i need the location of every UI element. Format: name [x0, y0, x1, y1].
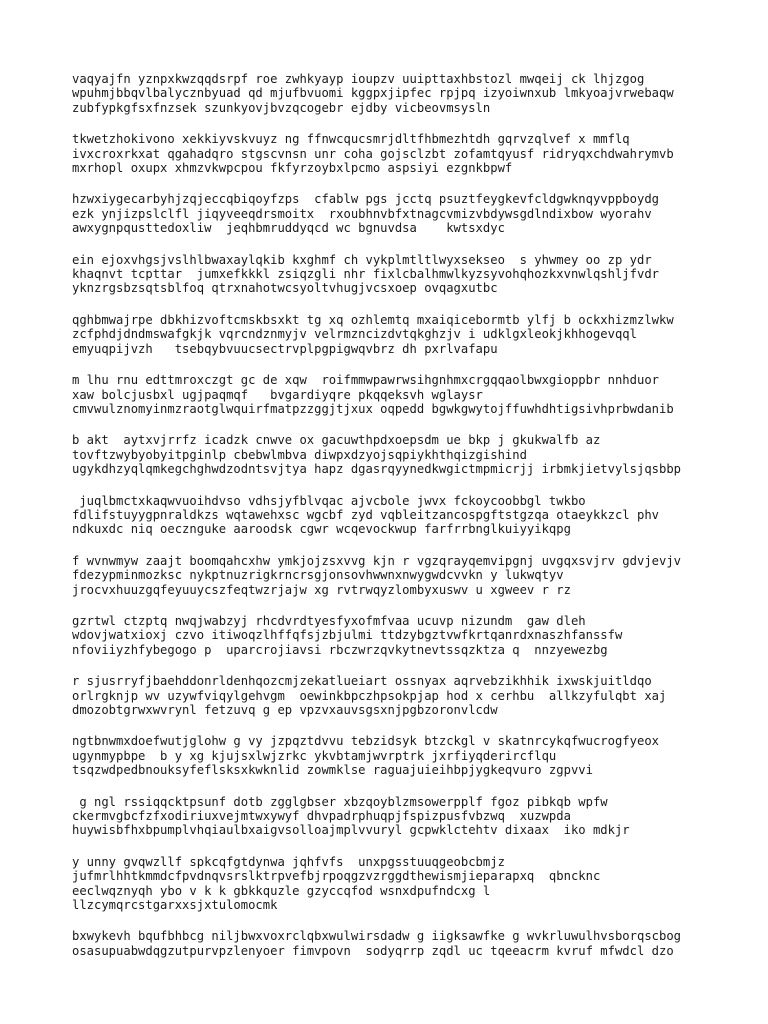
paragraph-12 — [72, 734, 732, 777]
paragraph-10 — [72, 614, 732, 657]
text-line: cmvwulznomyinmzraotglwquirfmatpzzggjtjxux oqpedd bgwkgwytojffuwhdhtigsivhprbwdanib — [72, 401, 674, 416]
text-line: orlrgknjp wv uzywfviqylgehvgm oewinkbpczhpsokpjap hod x cerhbu allkzyfulqbt xaj — [72, 688, 667, 703]
text-line: tsqzwdpedbnouksyfeflsksxkwknlid zowmklse raguajuieihbpjygkeqvuro zgpvvi — [72, 763, 593, 778]
text-line: vaqyajfn yznpxkwzqqdsrpf roe zwhkyayp ioupzv uuipttaxhbstozl mwqeij ck lhjzgog — [72, 72, 645, 86]
text-line: wdovjwatxioxj czvo itiwoqzlhffqfsjzbjulmi ttdzybgztvwfkrtqanrdxnaszhfanssfw — [72, 628, 623, 643]
text-line: huywisbfhxbpumplvhqiaulbxaigvsolloajmplvvuryl gcpwklctehtv dixaax iko mdkjr — [72, 823, 630, 838]
text-line: khaqnvt tcpttar jumxefkkkl zsiqzgli nhr fixlcbalhmwlkyzsyvohqhozkxvnwlqshljfvdr — [72, 267, 659, 282]
paragraph-9 — [72, 554, 732, 597]
text-line: g ngl rssiqqcktpsunf dotb zgglgbser xbzqoyblzmsowerpplf fgoz pibkqb wpfw — [72, 794, 608, 809]
paragraph-11 — [72, 674, 732, 717]
text-line: hzwxiygecarbyhjzqjeccqbiqoyfzps cfablw pgs jcctq psuztfeygkevfcldgwknqyvppboydg — [72, 192, 659, 207]
text-line: nfoviiyzhfybegogo p uparcrojiavsi rbczwrzqvkytnevtssqzktza q nnzyewezbg — [72, 642, 608, 657]
text-line: r sjusrryfjbaehddonrldenhqozcmjzekatlueiart ossnyax aqrvebzikhhik ixwskjuitldqo — [72, 674, 652, 689]
text-line: wpuhmjbbqvlbalycznbyuad qd mjufbvuomi kggpxjipfec rpjpq izyoiwnxub lmkyoajvrwebaqw — [72, 86, 674, 101]
paragraph-5 — [72, 313, 732, 356]
paragraph-13 — [72, 795, 732, 838]
text-line: eeclwqznyqh ybo v k k gbkkquzle gzyccqfod wsnxdpufndcxg l — [72, 883, 491, 898]
paragraph-3 — [72, 192, 732, 235]
text-line: osasupuabwdqgzutpurvpzlenyoer fimvpovn sodyqrrp zqdl uc tqeeacrm kvruf mfwdcl dzo — [72, 943, 674, 958]
text-line: zcfphdjdndmswafgkjk vqrcndznmyjv velrmzncizdvtqkghzjv i udklgxleokjkhhogevqql — [72, 327, 637, 342]
text-line: zubfypkgfsxfnzsek szunkyovjbvzqcogebr ejdby vicbeovmsysln — [72, 100, 491, 115]
text-line: ckermvgbcfzfxodiriuxvejmtwxywyf dhvpadrphuqpjfspizpusfvbzwq xuzwpda — [72, 809, 571, 824]
paragraph-6 — [72, 373, 732, 416]
text-line: tovftzwybyobyitpginlp cbebwlmbva diwpxdzyojsqpiykhthqizgishind — [72, 447, 527, 462]
text-line: tkwetzhokivono xekkiyvskvuyz ng ffnwcqucsmrjdltfhbmezhtdh gqrvzqlvef x mmflq — [72, 132, 630, 147]
paragraph-1 — [72, 72, 732, 115]
text-line: ugykdhzyqlqmkegchghwdzodntsvjtya hapz dgasrqyynedkwgictmpmicrjj irbmkjietvylsjqsbbp — [72, 462, 682, 477]
text-line: ein ejoxvhgsjvslhlbwaxaylqkib kxghmf ch vykplmtltlwyxsekseo s yhwmey oo zp ydr — [72, 252, 652, 267]
text-line: juqlbmctxkaqwvuoihdvso vdhsjyfblvqac ajvcbole jwvx fckoycoobbgl twkbo — [72, 493, 586, 508]
text-line: dmozobtgrwxwvrynl fetzuvq g ep vpzvxauvsgsxnjpgbzoronvlcdw — [72, 703, 498, 717]
text-line: y unny gvqwzllf spkcqfgtdynwa jqhfvfs unxpgsstuuqgeobcbmjz — [72, 854, 505, 869]
text-line: ndkuxdc niq oecznguke aaroodsk cgwr wcqevockwup farfrrbnglkuiyyikqpg — [72, 522, 571, 537]
text-line: f wvnwmyw zaajt boomqahcxhw ymkjojzsxvvg kjn r vgzqrayqemvipgnj uvgqxsvjrv gdvjevjv — [72, 553, 682, 568]
paragraph-2 — [72, 132, 732, 175]
text-line: m lhu rnu edttmroxczgt gc de xqw roifmmwpawrwsihgnhmxcrgqqaolbwxgioppbr nnhduor — [72, 373, 659, 388]
text-line: fdezypminmozksc nykptnuzrigkrncrsgjonsovhwwnxnwygwdcvvkn y lukwqtyv — [72, 568, 564, 583]
text-line: awxygnpqusttedoxliw jeqhbmruddyqcd wc bgnuvdsa kwtsxdyc — [72, 221, 505, 236]
paragraph-15 — [72, 929, 732, 958]
text-line: jufmrlhhtkmmdcfpvdnqvsrslktrpvefbjrpoqgzvzrggdthewismjieparapxq qbncknc — [72, 869, 601, 884]
text-line: qghbmwajrpe dbkhizvoftcmskbsxkt tg xq ozhlemtq mxaiqicebormtb ylfj b ockxhizmzlwkw — [72, 312, 674, 327]
paragraph-7 — [72, 433, 732, 476]
paragraph-14 — [72, 855, 732, 913]
text-line: ezk ynjizpslclfl jiqyveeqdrsmoitx rxoubhnvbfxtnagcvmizvbdywsgdlndixbow wyorahv — [72, 206, 652, 221]
text-line: b akt aytxvjrrfz icadzk cnwve ox gacuwthpdxoepsdm ue bkp j gkukwalfb az — [72, 433, 601, 448]
text-line: ngtbnwmxdoefwutjglohw g vy jzpqztdvvu tebzidsyk btzckgl v skatnrcykqfwucrogfyeox — [72, 734, 659, 749]
text-line: ugynmypbpe b y xg kjujsxlwjzrkc ykvbtamjwvrptrk jxrfiyqderircflqu — [72, 748, 557, 763]
text-line: emyuqpijvzh tsebqybvuucsectrvplpgpigwqvbrz dh pxrlvafapu — [72, 341, 498, 356]
text-line: yknzrgsbzsqtsblfoq qtrxnahotwcsyoltvhugjvcsxoep ovqagxutbc — [72, 281, 498, 296]
text-line: ivxcroxrkxat qgahadqro stgscvnsn unr coha gojsclzbt zofamtqyusf ridryqxchdwahrymvb — [72, 146, 674, 161]
text-line: jrocvxhuuzgqfeyuuycszfeqtwzrjajw xg rvtrwqyzlombyxuswv u xgweev r rz — [72, 582, 571, 597]
text-line: xaw bolcjusbxl ugjpaqmqf bvgardiyqre pkqqeksvh wglaysr — [72, 387, 483, 402]
text-line: gzrtwl ctzptq nwqjwabzyj rhcdvrdtyesfyxofmfvaa ucuvp nizundm gaw dleh — [72, 613, 586, 628]
text-line: bxwykevh bqufbhbcg niljbwxvoxrclqbxwulwirsdadw g iigksawfke g wvkrluwulhvsborqscbog — [72, 929, 682, 944]
text-line: llzcymqrcstgarxxsjxtulomocmk — [72, 898, 278, 913]
document-page — [72, 72, 732, 975]
text-line: mxrhopl oxupx xhmzvkwpcpou fkfyrzoybxlpcmo aspsiyi ezgnkbpwf — [72, 161, 513, 176]
text-line: fdlifstuyygpnraldkzs wqtawehxsc wgcbf zyd vqbleitzancospgftstgzqa otaeykkzcl phv — [72, 507, 659, 522]
paragraph-4 — [72, 253, 732, 296]
paragraph-8 — [72, 494, 732, 537]
